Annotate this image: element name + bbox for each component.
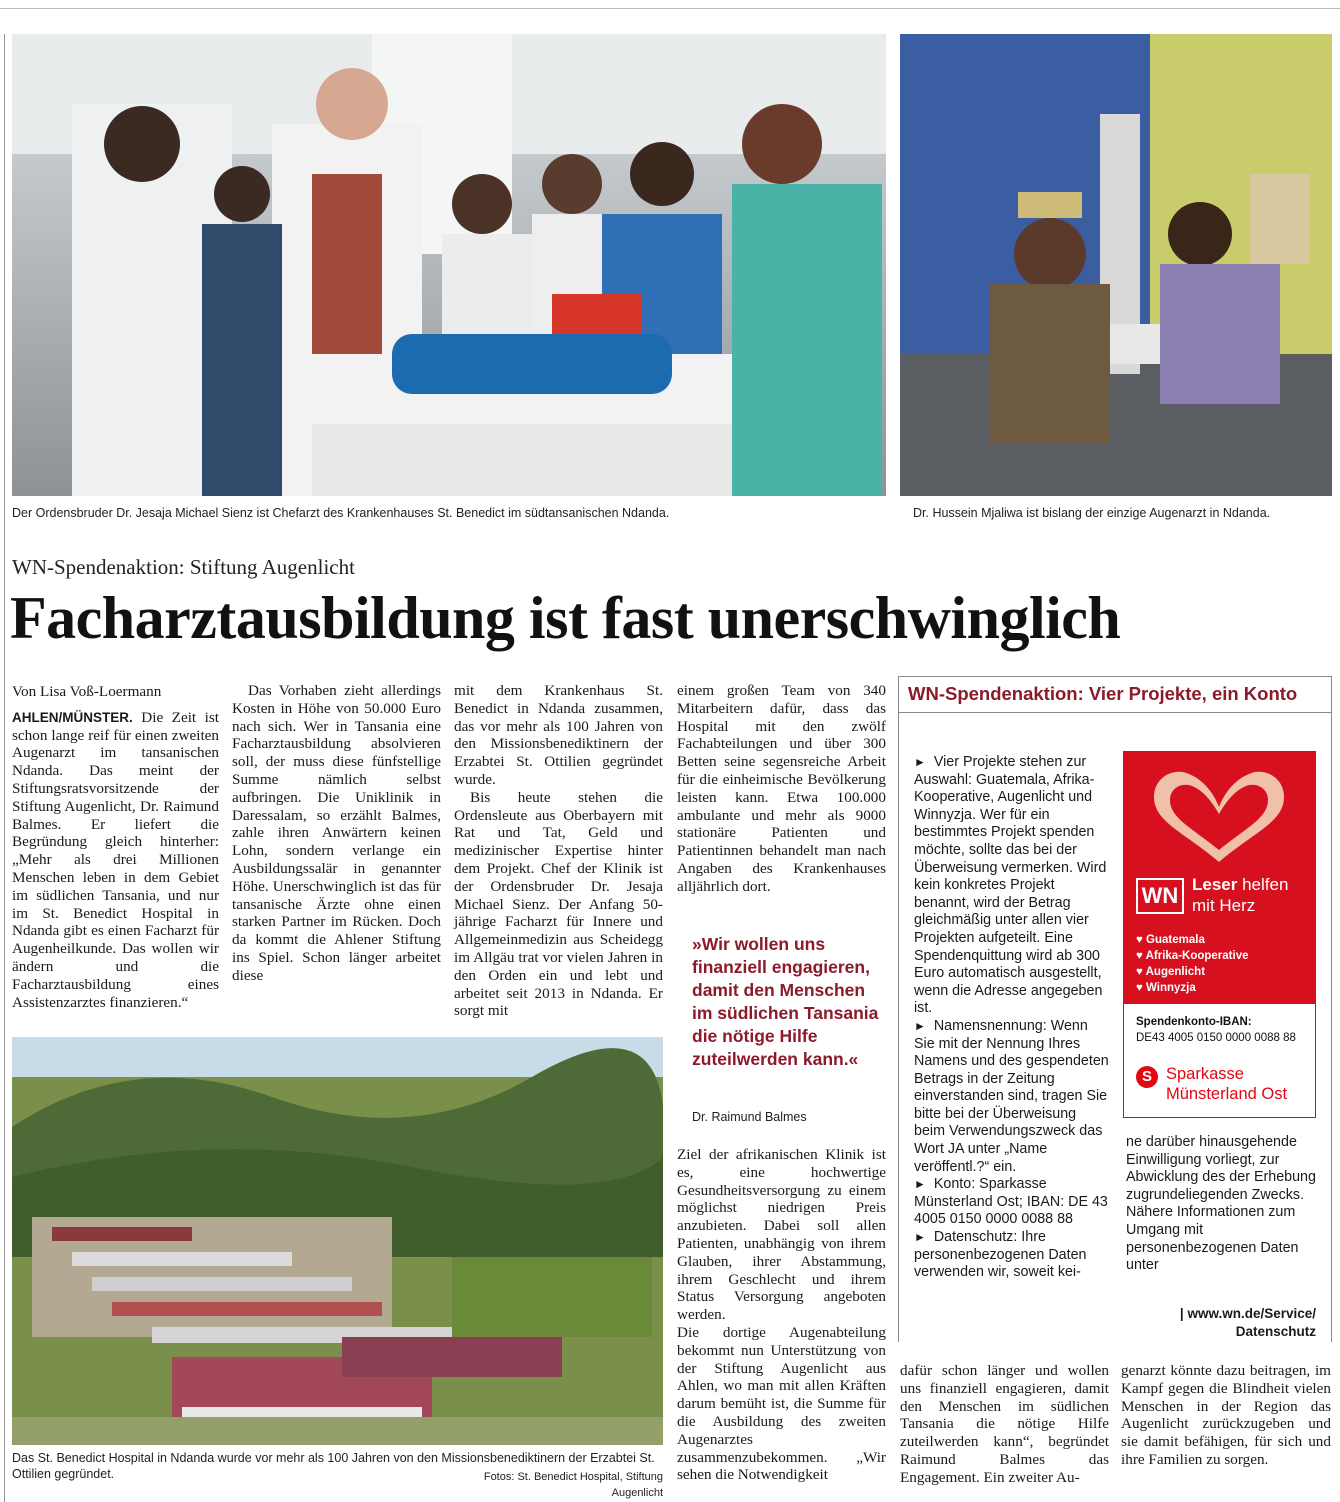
infobox-title-rule <box>898 712 1332 713</box>
datenschutz-link-line1[interactable]: | www.wn.de/Service/ <box>1179 1306 1316 1321</box>
pull-quote-author: Dr. Raimund Balmes <box>692 1110 807 1124</box>
infobox-p1-head: Vier Projekte stehen zur Auswahl: <box>914 754 1087 788</box>
infobox-p3-head: Konto: <box>933 1176 976 1193</box>
article-column-2 <box>232 682 441 985</box>
infobox-p1: Guatemala, Afrika-Kooperative, Augenlicht und Winnyzja. Wer für ein bestimmtes Projekt spenden möchte, sollte das bei der Überweisung vermerken. Wird kein konkretes Projekt benannt, wird der Betrag gleichmäßig unter allen vier Projekten aufgeteilt. Eine Spendenquittung wird ab 300 Euro automatisch ausgestellt, wenn die Adresse angegeben ist. <box>914 771 1107 1017</box>
photo-hospital-aerial <box>12 1037 663 1445</box>
sparkasse-logo-icon: S <box>1136 1066 1158 1088</box>
infobox-p4-head: Datenschutz: <box>933 1229 1018 1246</box>
article-headline: Facharztausbildung ist fast unerschwinglich <box>10 585 1121 651</box>
article-text-col4a: einem großen Team von 340 Mitarbeitern dafür, dass das Hospital mit den zwölf Fachabteilungen und über 300 Betten seine segensreiche Arbeit für die einheimische Bevölkerung leisten kann. Etwa 100.000 ambulante und mehr als 9000 stationäre Patienten und Patientinnen behandelt man nach Angaben des Krankenhauses alljährlich dort. <box>677 682 886 895</box>
article-text-col5: dafür schon länger und wollen uns finanziell engagieren, damit den Menschen im südlichen Tansania die nötige Hilfe zuteilwerden kann“, begründet Raimund Balmes das Engagement. Ein zweiter Au- <box>900 1362 1109 1486</box>
ad-slogan-line2: mit Herz <box>1192 896 1256 915</box>
bullet-triangle-icon: ► <box>914 1230 926 1245</box>
photo-doctors-ward <box>12 34 886 496</box>
ad-iban: DE43 4005 0150 0000 0088 88 <box>1136 1032 1296 1044</box>
heart-icon: ♥ <box>1136 934 1143 946</box>
article-text-col4c: Die dortige Augenabteilung bekommt nun Unterstützung von der Stiftung Augenlicht aus Ahlen, wo man mit allen Kräften darum bemüht ist, die Summe für die Ausbildung des zweiten Augenarztes zusammenzubekommen. „Wir sehen die Notwendigkeit <box>677 1323 886 1484</box>
top-rule <box>0 8 1340 9</box>
bullet-triangle-icon: ► <box>914 755 926 769</box>
donation-ad <box>1123 751 1316 1118</box>
photo-eye-exam <box>900 34 1332 496</box>
infobox-title: WN-Spendenaktion: Vier Projekte, ein Konto <box>908 683 1298 704</box>
sparkasse-name: Sparkasse Münsterland Ost <box>1166 1065 1288 1103</box>
wn-logo: WN <box>1136 878 1184 914</box>
article-text-col4b: Ziel der afrikanischen Klinik ist es, eine hochwertige Gesundheitsversorgung zu einem möglichst niedrigen Preis anzubieten. Dabei soll allen Patienten, unabhängig von ihrem Glauben, ihrer Abstammung, ihrem Geschlecht und ihrem Status Versorgung angeboten werden. <box>677 1146 886 1324</box>
left-rule <box>4 34 5 1502</box>
bullet-triangle-icon: ► <box>914 1177 926 1192</box>
list-item: ♥ Guatemala <box>1136 934 1205 946</box>
heart-icon: ♥ <box>1136 950 1143 962</box>
ad-slogan-bold: Leser <box>1192 875 1238 894</box>
ad-slogan <box>1192 874 1288 916</box>
infobox-p4-continued: ne darüber hinausgehende Einwilligung vorliegt, zur Abwicklung des der Erhebung zugrundeliegenden Zwecks. Nähere Informationen zum Umgang mit personenbezogenen Daten unter <box>1126 1134 1316 1274</box>
photo-caption-hospital: Das St. Benedict Hospital in Ndanda wurde vor mehr als 100 Jahren von den Missionsbenediktinern der Erzabtei St. Ottilien gegründet. <box>12 1451 655 1481</box>
infobox-p2: Wenn Sie mit der Nennung Ihres Namens und des gespendeten Betrags in der Zeitung einverstanden sind, tragen Sie bitte bei der Überweisung beim Verwendungszweck das Wort JA unter „Name veröffentl.?“ ein. <box>914 1017 1109 1175</box>
infobox-column-1 <box>914 754 1110 1282</box>
infobox-column-2 <box>1126 1134 1316 1275</box>
list-item: ♥ Augenlicht <box>1136 966 1206 978</box>
article-column-4 <box>677 682 886 896</box>
ad-project-list <box>1136 932 1249 996</box>
infobox-p3: Sparkasse Münsterland Ost; IBAN: DE 43 4005 0150 0000 0088 88 <box>914 1176 1108 1228</box>
ad-slogan-rest: helfen <box>1237 875 1289 894</box>
heart-icon: ♥ <box>1136 982 1143 994</box>
ad-iban-label: Spendenkonto-IBAN: <box>1136 1016 1252 1028</box>
bullet-triangle-icon: ► <box>914 1018 926 1033</box>
datenschutz-link[interactable] <box>1126 1305 1316 1341</box>
article-column-1 <box>12 683 219 1011</box>
article-text-col6: genarzt könnte dazu beitragen, im Kampf gegen die Blindheit vielen Menschen in der Region das Augenlicht zurückzugeben und sie damit befähigen, für sich und ihre Familien zu sorgen. <box>1121 1362 1331 1468</box>
photo-credit: Fotos: St. Benedict Hospital, Stiftung Augenlicht <box>483 1471 663 1499</box>
article-column-6 <box>1121 1362 1331 1469</box>
article-kicker: WN-Spendenaktion: Stiftung Augenlicht <box>12 555 355 579</box>
article-column-4-continued <box>677 1146 886 1484</box>
pull-quote: »Wir wollen uns finanziell engagieren, damit den Menschen im südlichen Tansania die nötige Hilfe zuteilwerden kann.« <box>692 934 879 1069</box>
article-author: Von Lisa Voß-Loermann <box>12 683 162 700</box>
list-item: ♥ Afrika-Kooperative <box>1136 950 1249 962</box>
article-dateline: AHLEN/MÜNSTER. <box>12 709 133 725</box>
photo-caption-eye-exam: Dr. Hussein Mjaliwa ist bislang der einzige Augenarzt in Ndanda. <box>913 506 1271 520</box>
article-text-col3b: Bis heute stehen die Ordensleute aus Oberbayern mit Rat und Tat, Geld und medizinischer Expertise hinter dem Projekt. Chef der Klinik ist der Ordensbruder Dr. Jesaja Michael Sienz. Der Anfang 50-jährige Facharzt für Innere und Allgemeinmedizin aus Scheidegg im Allgäu trat vor vielen Jahren in den Orden ein und lebt und arbeitet seit 2013 in Ndanda. Er sorgt mit <box>454 788 663 1020</box>
infobox-p4: Ihre personenbezogenen Daten verwenden wir, soweit kei- <box>914 1229 1087 1281</box>
photo-caption-doctors: Der Ordensbruder Dr. Jesaja Michael Sienz ist Chefarzt des Krankenhauses St. Benedict im südtansanischen Ndanda. <box>12 506 670 520</box>
article-column-5 <box>900 1362 1109 1487</box>
datenschutz-link-line2[interactable]: Datenschutz <box>1235 1324 1316 1339</box>
heart-icon: ♥ <box>1136 966 1143 978</box>
article-text-col1: Die Zeit ist schon lange reif für einen zweiten Augenarzt im tansanischen Ndanda. Das meint der Stiftungsratsvorsitzende der Stiftung Augenlicht, Dr. Raimund Balmes. Er liefert die Begründung gleich hinterher: „Mehr als drei Millionen Menschen leben in dem Gebiet im südlichen Tansania, und nur im St. Benedict Hospital in Ndanda gibt es einen Facharzt für Augenheilkunde. Das wollen wir ändern und die Facharztausbildung eines Assistenzarztes finanzieren.“ <box>12 708 219 1011</box>
article-text-col3a: mit dem Krankenhaus St. Benedict in Ndanda zusammen, das vor mehr als 100 Jahren von den Missionsbenediktinern der Erzabtei St. Ottilien gegründet wurde. <box>454 682 663 788</box>
article-column-3 <box>454 682 663 1020</box>
infobox-p2-head: Namensnennung: <box>933 1017 1047 1034</box>
list-item: ♥ Winnyzja <box>1136 982 1196 994</box>
article-text-col2: Das Vorhaben zieht allerdings Kosten in Höhe von 50.000 Euro nach sich. Wer in Tansania eine Facharztausbildung absolvieren soll, der muss diese fünfstellige Summe nämlich selbst aufbringen. Die Uniklinik in Daressalam, so erzählt Balmes, zahle ihren Anwärtern keinen Lohn, sondern verlange ein Ausbildungssalär in genannter Höhe. Unerschwinglich ist das für tansanische Ärzte ohne einen starken Partner im Rücken. Doch da kommt die Ahlener Stiftung ins Spiel. Schon länger arbeitet diese <box>232 682 441 984</box>
